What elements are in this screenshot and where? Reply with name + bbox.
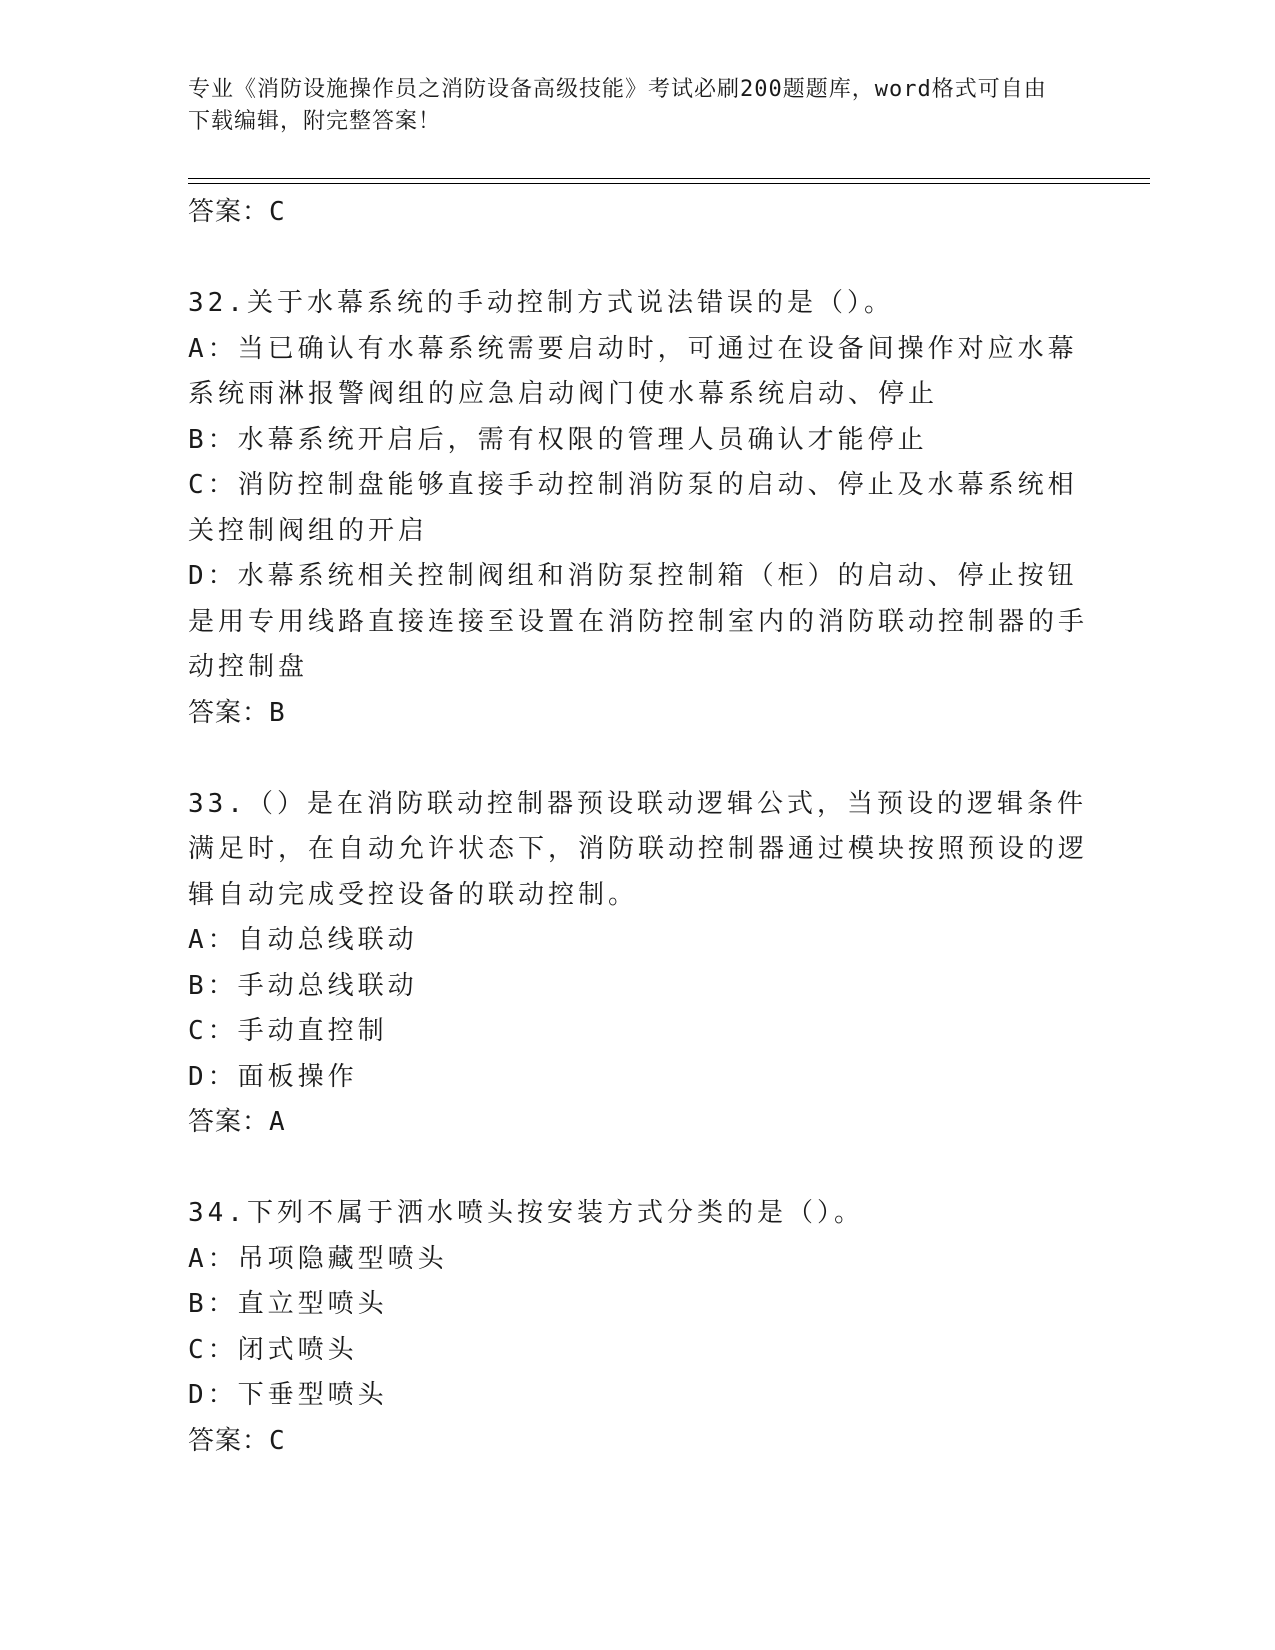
spacer — [188, 1146, 1088, 1192]
header-rule-top — [188, 178, 1150, 179]
answer-line: 答案：C — [188, 197, 286, 227]
question-stem: 32.关于水幕系统的手动控制方式说法错误的是（）。 — [188, 288, 894, 318]
page-header — [188, 74, 1068, 138]
option-b: B：水幕系统开启后，需有权限的管理人员确认才能停止 — [188, 424, 928, 455]
question-list — [188, 190, 1088, 1464]
option-a: A：自动总线联动 — [188, 925, 418, 955]
option-d: D：下垂型喷头 — [188, 1380, 388, 1410]
option-b: B：直立型喷头 — [188, 1289, 388, 1319]
header-text: 专业《消防设施操作员之消防设备高级技能》考试必刷200题题库，word格式可自由下载编辑，附完整答案！ — [188, 77, 1047, 134]
question-block-32 — [188, 281, 1088, 736]
answer-line: 答案：C — [188, 1425, 286, 1456]
question-block-34 — [188, 1191, 1088, 1464]
option-b: B：手动总线联动 — [188, 970, 418, 1001]
spacer — [188, 236, 1088, 282]
spacer — [188, 736, 1088, 782]
header-rule-bottom — [188, 183, 1150, 184]
answer-line: 答案：A — [188, 1107, 286, 1137]
question-stem: 33.（）是在消防联动控制器预设联动逻辑公式，当预设的逻辑条件满足时，在自动允许状态下，消防联动控制器通过模块按照预设的逻辑自动完成受控设备的联动控制。 — [188, 788, 1089, 910]
option-c: C：消防控制盘能够直接手动控制消防泵的启动、停止及水幕系统相关控制阀组的开启 — [188, 470, 1078, 546]
option-a: A：吊项隐藏型喷头 — [188, 1243, 448, 1274]
option-c: C：闭式喷头 — [188, 1334, 358, 1365]
answer-line: 答案：B — [188, 697, 286, 728]
option-a: A：当已确认有水幕系统需要启动时，可通过在设备间操作对应水幕系统雨淋报警阀组的应急启动阀门使水幕系统启动、停止 — [188, 333, 1078, 409]
option-c: C：手动直控制 — [188, 1016, 388, 1046]
question-stem: 34.下列不属于洒水喷头按安装方式分类的是（）。 — [188, 1198, 864, 1228]
option-d: D：水幕系统相关控制阀组和消防泵控制箱（柜）的启动、停止按钮是用专用线路直接连接至设置在消防控制室内的消防联动控制器的手动控制盘 — [188, 561, 1089, 682]
option-d: D：面板操作 — [188, 1061, 358, 1092]
question-block-33 — [188, 782, 1088, 1146]
